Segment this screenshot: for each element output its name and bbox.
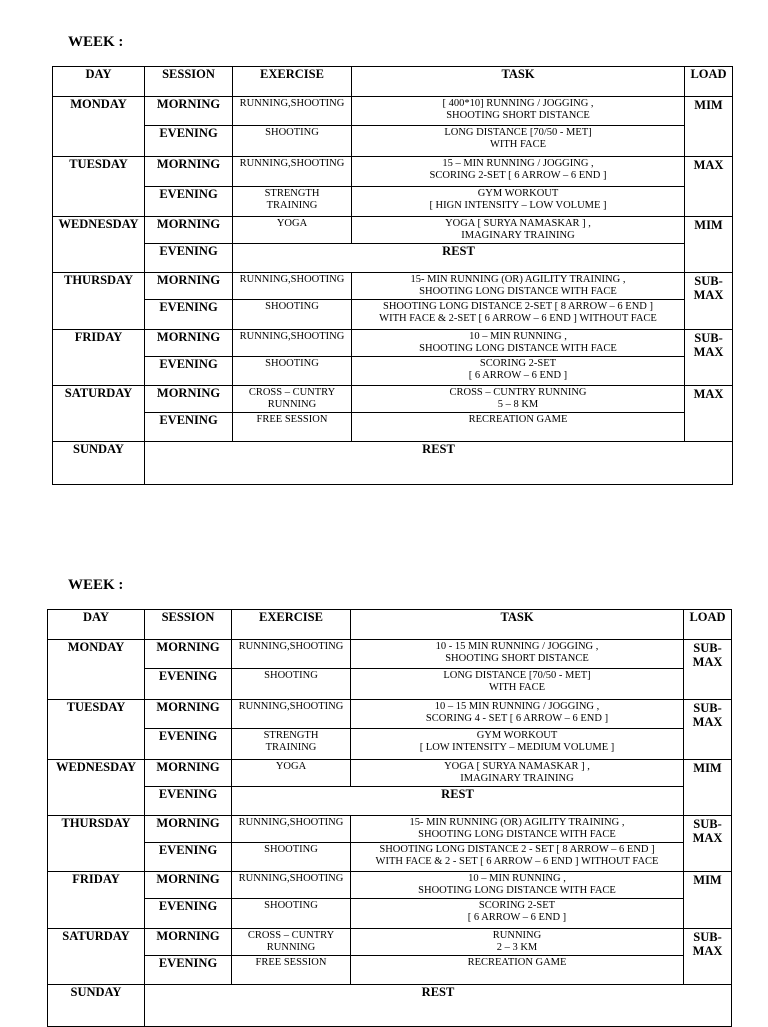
task-cell: SCORING 2-SET [ 6 ARROW – 6 END ] — [351, 899, 684, 929]
task-cell: 10 – MIN RUNNING , SHOOTING LONG DISTANCE WITH FACE — [352, 330, 685, 357]
session-cell: MORNING — [145, 760, 232, 787]
session-cell: EVENING — [145, 357, 233, 386]
day-column-header: DAY — [53, 67, 145, 97]
session-cell: EVENING — [145, 787, 232, 816]
load-cell: MIM — [685, 217, 733, 273]
load-cell: SUB- MAX — [684, 640, 732, 700]
session-cell: MORNING — [145, 872, 232, 899]
exercise-cell: SHOOTING — [233, 300, 352, 330]
day-cell: WEDNESDAY — [48, 760, 145, 816]
session-cell: MORNING — [145, 816, 232, 843]
load-cell: SUB- MAX — [684, 700, 732, 760]
exercise-cell: YOGA — [232, 760, 351, 787]
session-cell: EVENING — [145, 300, 233, 330]
table-row — [53, 187, 733, 217]
session-cell: MORNING — [145, 273, 233, 300]
exercise-cell: RUNNING,SHOOTING — [233, 330, 352, 357]
day-cell: THURSDAY — [53, 273, 145, 330]
load-cell: MIM — [685, 97, 733, 157]
session-cell: EVENING — [145, 843, 232, 872]
day-cell: TUESDAY — [53, 157, 145, 217]
session-cell: MORNING — [145, 640, 232, 669]
table-row — [53, 330, 733, 357]
week-2-schedule-table — [47, 609, 732, 1027]
header-row — [48, 610, 732, 640]
task-cell: RECREATION GAME — [352, 413, 685, 442]
day-cell: SUNDAY — [48, 985, 145, 1027]
rest-cell: REST — [145, 985, 732, 1027]
task-cell: RECREATION GAME — [351, 956, 684, 985]
task-cell: GYM WORKOUT [ HIGN INTENSITY – LOW VOLUME ] — [352, 187, 685, 217]
table-row — [48, 760, 732, 787]
session-cell: EVENING — [145, 126, 233, 157]
table-row — [53, 300, 733, 330]
task-cell: SHOOTING LONG DISTANCE 2 - SET [ 8 ARROW – 6 END ] WITH FACE & 2 - SET [ 6 ARROW – 6 END ] WITHOUT FACE — [351, 843, 684, 872]
table-row — [53, 413, 733, 442]
rest-cell: REST — [232, 787, 684, 816]
exercise-cell: RUNNING,SHOOTING — [232, 700, 351, 729]
session-column-header: SESSION — [145, 67, 233, 97]
day-cell: MONDAY — [48, 640, 145, 700]
exercise-cell: STRENGTH TRAINING — [233, 187, 352, 217]
task-cell: CROSS – CUNTRY RUNNING 5 – 8 KM — [352, 386, 685, 413]
exercise-cell: CROSS – CUNTRY RUNNING — [233, 386, 352, 413]
rest-cell: REST — [145, 442, 733, 485]
week-2-title: WEEK : — [68, 577, 124, 593]
table-row — [48, 816, 732, 843]
session-cell: EVENING — [145, 729, 232, 760]
table-row — [48, 700, 732, 729]
exercise-cell: RUNNING,SHOOTING — [233, 273, 352, 300]
exercise-cell: SHOOTING — [232, 899, 351, 929]
session-cell: MORNING — [145, 929, 232, 956]
exercise-cell: SHOOTING — [232, 669, 351, 700]
table-row — [53, 442, 733, 485]
header-row — [53, 67, 733, 97]
table-row — [48, 669, 732, 700]
day-cell: SATURDAY — [48, 929, 145, 985]
task-cell: YOGA [ SURYA NAMASKAR ] , IMAGINARY TRAINING — [352, 217, 685, 244]
task-cell: LONG DISTANCE [70/50 - MET] WITH FACE — [351, 669, 684, 700]
table-row — [53, 386, 733, 413]
session-cell: EVENING — [145, 956, 232, 985]
week-1-schedule-table — [52, 66, 733, 485]
exercise-cell: FREE SESSION — [232, 956, 351, 985]
exercise-cell: SHOOTING — [232, 843, 351, 872]
session-cell: EVENING — [145, 244, 233, 273]
table-row — [53, 97, 733, 126]
exercise-cell: RUNNING,SHOOTING — [233, 97, 352, 126]
task-cell: [ 400*10] RUNNING / JOGGING , SHOOTING SHORT DISTANCE — [352, 97, 685, 126]
table-row — [48, 899, 732, 929]
load-column-header: LOAD — [685, 67, 733, 97]
load-cell: MIM — [684, 872, 732, 929]
task-cell: 10 – MIN RUNNING , SHOOTING LONG DISTANCE WITH FACE — [351, 872, 684, 899]
load-cell: SUB- MAX — [685, 273, 733, 330]
table-row — [53, 273, 733, 300]
table-row — [48, 787, 732, 816]
load-cell: MAX — [685, 386, 733, 442]
session-cell: MORNING — [145, 217, 233, 244]
load-cell: SUB- MAX — [684, 929, 732, 985]
load-column-header: LOAD — [684, 610, 732, 640]
table-row — [48, 956, 732, 985]
session-column-header: SESSION — [145, 610, 232, 640]
task-cell: 15- MIN RUNNING (OR) AGILITY TRAINING , SHOOTING LONG DISTANCE WITH FACE — [351, 816, 684, 843]
load-cell: MIM — [684, 760, 732, 816]
session-cell: MORNING — [145, 700, 232, 729]
table-row — [53, 357, 733, 386]
day-cell: SATURDAY — [53, 386, 145, 442]
session-cell: MORNING — [145, 97, 233, 126]
day-cell: FRIDAY — [53, 330, 145, 386]
exercise-cell: STRENGTH TRAINING — [232, 729, 351, 760]
day-cell: WEDNESDAY — [53, 217, 145, 273]
task-cell: 10 – 15 MIN RUNNING / JOGGING , SCORING 4 - SET [ 6 ARROW – 6 END ] — [351, 700, 684, 729]
day-cell: TUESDAY — [48, 700, 145, 760]
exercise-cell: RUNNING,SHOOTING — [232, 816, 351, 843]
day-cell: FRIDAY — [48, 872, 145, 929]
task-cell: GYM WORKOUT [ LOW INTENSITY – MEDIUM VOLUME ] — [351, 729, 684, 760]
task-cell: LONG DISTANCE [70/50 - MET] WITH FACE — [352, 126, 685, 157]
table-row — [48, 729, 732, 760]
session-cell: EVENING — [145, 413, 233, 442]
task-cell: RUNNING 2 – 3 KM — [351, 929, 684, 956]
day-cell: THURSDAY — [48, 816, 145, 872]
session-cell: EVENING — [145, 669, 232, 700]
exercise-cell: YOGA — [233, 217, 352, 244]
load-cell: MAX — [685, 157, 733, 217]
session-cell: EVENING — [145, 187, 233, 217]
exercise-cell: RUNNING,SHOOTING — [232, 640, 351, 669]
task-cell: SCORING 2-SET [ 6 ARROW – 6 END ] — [352, 357, 685, 386]
load-cell: SUB- MAX — [684, 816, 732, 872]
task-cell: YOGA [ SURYA NAMASKAR ] , IMAGINARY TRAINING — [351, 760, 684, 787]
exercise-cell: RUNNING,SHOOTING — [233, 157, 352, 187]
day-cell: SUNDAY — [53, 442, 145, 485]
table-row — [48, 843, 732, 872]
day-cell: MONDAY — [53, 97, 145, 157]
task-column-header: TASK — [352, 67, 685, 97]
table-row — [48, 640, 732, 669]
exercise-cell: CROSS – CUNTRY RUNNING — [232, 929, 351, 956]
exercise-cell: SHOOTING — [233, 126, 352, 157]
session-cell: MORNING — [145, 330, 233, 357]
session-cell: MORNING — [145, 157, 233, 187]
exercise-column-header: EXERCISE — [232, 610, 351, 640]
table-row — [48, 929, 732, 956]
session-cell: MORNING — [145, 386, 233, 413]
exercise-cell: RUNNING,SHOOTING — [232, 872, 351, 899]
session-cell: EVENING — [145, 899, 232, 929]
task-column-header: TASK — [351, 610, 684, 640]
table-row — [53, 126, 733, 157]
table-row — [53, 157, 733, 187]
task-cell: SHOOTING LONG DISTANCE 2-SET [ 8 ARROW – 6 END ] WITH FACE & 2-SET [ 6 ARROW – 6 END ] WITHOUT FACE — [352, 300, 685, 330]
table-row — [53, 217, 733, 244]
exercise-column-header: EXERCISE — [233, 67, 352, 97]
task-cell: 10 - 15 MIN RUNNING / JOGGING , SHOOTING SHORT DISTANCE — [351, 640, 684, 669]
week-1-title: WEEK : — [68, 34, 124, 50]
table-row — [53, 244, 733, 273]
load-cell: SUB- MAX — [685, 330, 733, 386]
day-column-header: DAY — [48, 610, 145, 640]
table-row — [48, 872, 732, 899]
task-cell: 15- MIN RUNNING (OR) AGILITY TRAINING , SHOOTING LONG DISTANCE WITH FACE — [352, 273, 685, 300]
exercise-cell: SHOOTING — [233, 357, 352, 386]
table-row — [48, 985, 732, 1027]
task-cell: 15 – MIN RUNNING / JOGGING , SCORING 2-SET [ 6 ARROW – 6 END ] — [352, 157, 685, 187]
rest-cell: REST — [233, 244, 685, 273]
exercise-cell: FREE SESSION — [233, 413, 352, 442]
